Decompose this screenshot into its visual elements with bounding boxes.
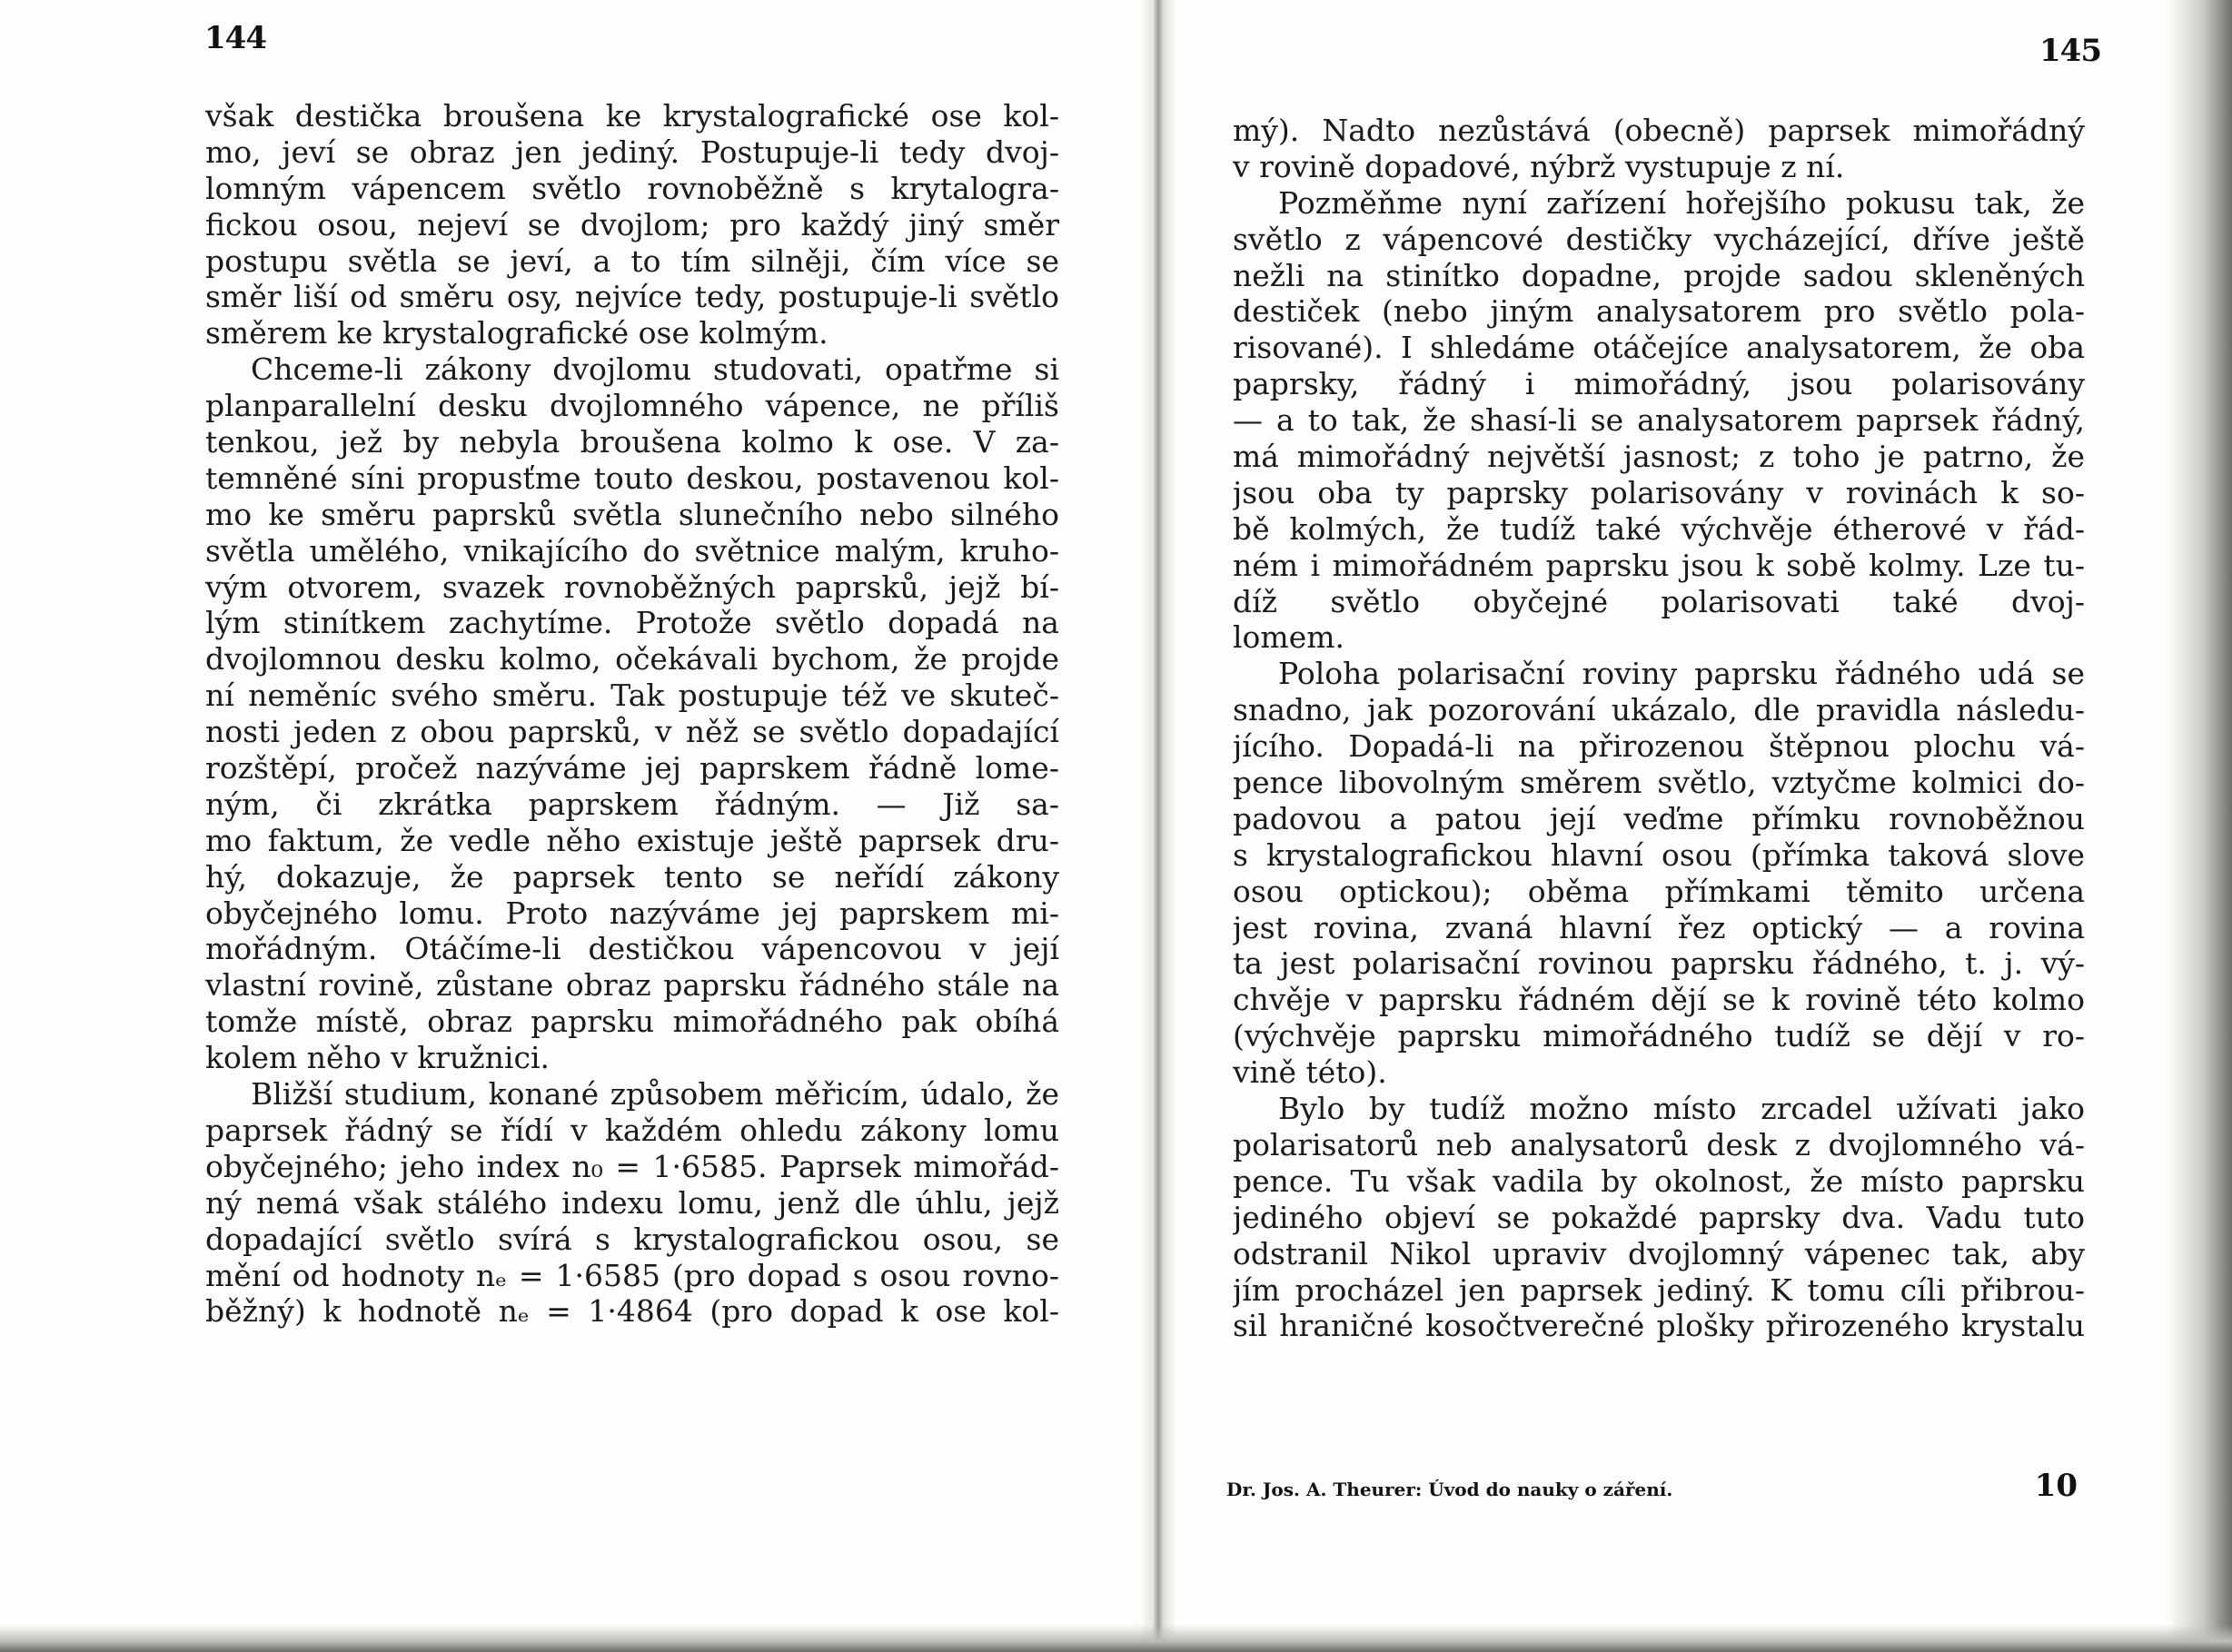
text-line: však destička broušena ke krystalografické ose kol-	[205, 98, 1059, 134]
text-line: hý, dokazuje, že paprsek tento se neřídí zákony	[205, 858, 1059, 895]
text-line: běžný) k hodnotě nₑ = 1·4864 (pro dopad k ose kol-	[205, 1293, 1059, 1330]
text-line: ný nemá však stálého indexu lomu, jenž dle úhlu, jejž	[205, 1184, 1059, 1221]
text-line: směr liší od směru osy, nejvíce tedy, postupuje-li světlo	[205, 279, 1059, 315]
left-page-number: 144	[204, 20, 266, 56]
text-line: osou optickou); oběma přímkami těmito určena	[1233, 873, 2085, 909]
text-line: mořádným. Otáčíme-li destičkou vápencovou v její	[205, 931, 1059, 967]
text-line: (výchvěje paprsku mimořádného tudíž se dějí v ro-	[1233, 1018, 2085, 1054]
bottom-edge-shadow	[0, 1625, 2232, 1652]
text-line: chvěje v paprsku řádném dějí se k rovině této kolmo	[1233, 982, 2085, 1018]
text-line: odstranil Nikol upraviv dvojlomný vápenec tak, aby	[1233, 1235, 2085, 1271]
text-line: pence. Tu však vadila by okolnost, že místo paprsku	[1233, 1162, 2085, 1199]
text-line: Bližší studium, konané způsobem měřicím, údalo, že	[251, 1076, 1059, 1113]
text-line: destiček (nebo jiným analysatorem pro světlo pola-	[1233, 293, 2085, 330]
text-line: temněné síni propusťme touto deskou, postavenou kol-	[205, 460, 1059, 496]
text-line: Pozměňme nyní zařízení hořejšího pokusu tak, že	[1278, 184, 2085, 221]
text-line: rozštěpí, pročež nazýváme jej paprskem řádně lome-	[205, 750, 1059, 786]
right-page-footer	[1226, 1468, 2085, 1508]
text-line: risované). I shledáme otáčejíce analysatorem, že oba	[1233, 330, 2085, 366]
text-line: jest rovina, zvaná hlavní řez optický — a rovina	[1233, 909, 2085, 945]
text-line: vině této).	[1233, 1054, 1387, 1091]
text-line: paprsek řádný se řídí v každém ohledu zákony lomu	[205, 1112, 1059, 1148]
text-line: vým otvorem, svazek rovnoběžných paprsků, jejž bí-	[205, 569, 1059, 605]
text-line: tomže místě, obraz paprsku mimořádného pak obíhá	[205, 1004, 1059, 1040]
text-line: Chceme-li zákony dvojlomu studovati, opatřme si	[251, 351, 1059, 388]
text-line: Bylo by tudíž možno místo zrcadel užívati jako	[1278, 1091, 2085, 1127]
text-line: jediného objeví se pokaždé paprsky dva. Vadu tuto	[1233, 1199, 2085, 1235]
text-line: lým stinítkem zachytíme. Protože světlo dopadá na	[205, 605, 1059, 641]
text-line: jícího. Dopadá-li na přirozenou štěpnou plochu vá-	[1233, 728, 2085, 765]
text-line: postupu světla se jeví, a to tím silněji, čím více se	[205, 242, 1059, 279]
text-line: vlastní rovině, zůstane obraz paprsku řádného stále na	[205, 967, 1059, 1004]
text-line: ným, či zkrátka paprskem řádným. — Již sa-	[205, 786, 1059, 822]
page-edge-shadow	[2168, 0, 2232, 1652]
text-line: lomným vápencem světlo rovnoběžně s krytalogra-	[205, 170, 1059, 206]
text-line: ta jest polarisační rovinou paprsku řádného, t. j. vý-	[1233, 945, 2085, 982]
text-line: Poloha polarisační roviny paprsku řádného udá se	[1278, 656, 2085, 692]
text-line: mo faktum, že vedle něho existuje ještě paprsek dru-	[205, 822, 1059, 858]
text-line: díž světlo obyčejné polarisovati také dvoj-	[1233, 583, 2085, 619]
text-line: fickou osou, nejeví se dvojlom; pro každý jiný směr	[205, 206, 1059, 242]
text-line: jím procházel jen paprsek jediný. K tomu cíli přibrou-	[1233, 1271, 2085, 1308]
footer-reference: Dr. Jos. A. Theurer: Úvod do nauky o záření.	[1226, 1479, 1673, 1500]
signature-mark: 10	[2034, 1468, 2078, 1504]
text-line: s krystalografickou hlavní osou (přímka taková slove	[1233, 836, 2085, 873]
text-line: mý). Nadto nezůstává (obecně) paprsek mimořádný	[1233, 113, 2085, 148]
text-line: bě kolmých, že tudíž také výchvěje étherové v řád-	[1233, 510, 2085, 547]
text-line: dopadající světlo svírá s krystalografickou osou, se	[205, 1221, 1059, 1257]
text-line: padovou a patou její veďme přímku rovnoběžnou	[1233, 800, 2085, 836]
text-line: polarisatorů neb analysatorů desk z dvojlomného vá-	[1233, 1126, 2085, 1162]
right-page-number: 145	[2039, 33, 2101, 69]
text-line: mění od hodnoty nₑ = 1·6585 (pro dopad s osou rovno-	[205, 1257, 1059, 1293]
right-page-text	[1233, 113, 2085, 1344]
text-line: má mimořádný největší jasnost; z toho je patrno, že	[1233, 439, 2085, 475]
text-line: paprsky, řádný i mimořádný, jsou polarisovány	[1233, 366, 2085, 402]
text-line: ném i mimořádném paprsku jsou k sobě kolmy. Lze tu-	[1233, 547, 2085, 583]
text-line: pence libovolným směrem světlo, vztyčme kolmici do-	[1233, 765, 2085, 801]
text-line: světla umělého, vnikajícího do světnice malým, kruho-	[205, 532, 1059, 569]
text-line: obyčejného lomu. Proto nazýváme jej paprskem mi-	[205, 895, 1059, 931]
text-line: lomem.	[1233, 619, 1345, 656]
text-line: mo, jeví se obraz jen jediný. Postupuje-li tedy dvoj-	[205, 134, 1059, 170]
text-line: snadno, jak pozorování ukázalo, dle pravidla následu-	[1233, 692, 2085, 728]
text-line: jsou oba ty paprsky polarisovány v rovinách k so-	[1233, 474, 2085, 510]
text-line: nosti jeden z obou paprsků, v něž se světlo dopadající	[205, 714, 1059, 750]
text-line: — a to tak, že shasí-li se analysatorem paprsek řádný,	[1233, 402, 2085, 439]
text-line: nežli na stinítko dopadne, projde sadou skleněných	[1233, 257, 2085, 293]
text-line: tenkou, jež by nebyla broušena kolmo k ose. V za-	[205, 424, 1059, 460]
text-line: mo ke směru paprsků světla slunečního nebo silného	[205, 496, 1059, 532]
text-line: dvojlomnou desku kolmo, očekávali bychom, že projde	[205, 641, 1059, 678]
text-line: obyčejného; jeho index n₀ = 1·6585. Paprsek mimořád-	[205, 1148, 1059, 1184]
text-line: světlo z vápencové destičky vycházející, dříve ještě	[1233, 221, 2085, 257]
text-line: kolem něho v kružnici.	[205, 1040, 551, 1076]
text-line: v rovině dopadové, nýbrž vystupuje z ní.	[1233, 148, 1845, 184]
text-line: sil hraničné kosočtverečné plošky přirozeného krystalu	[1233, 1308, 2085, 1344]
text-line: směrem ke krystalografické ose kolmým.	[205, 315, 828, 351]
left-page-text	[205, 98, 1059, 1330]
text-line: planparallelní desku dvojlomného vápence, ne příliš	[205, 388, 1059, 424]
book-gutter	[1140, 0, 1176, 1652]
text-line: ní neměníc svého směru. Tak postupuje též ve skuteč-	[205, 678, 1059, 714]
